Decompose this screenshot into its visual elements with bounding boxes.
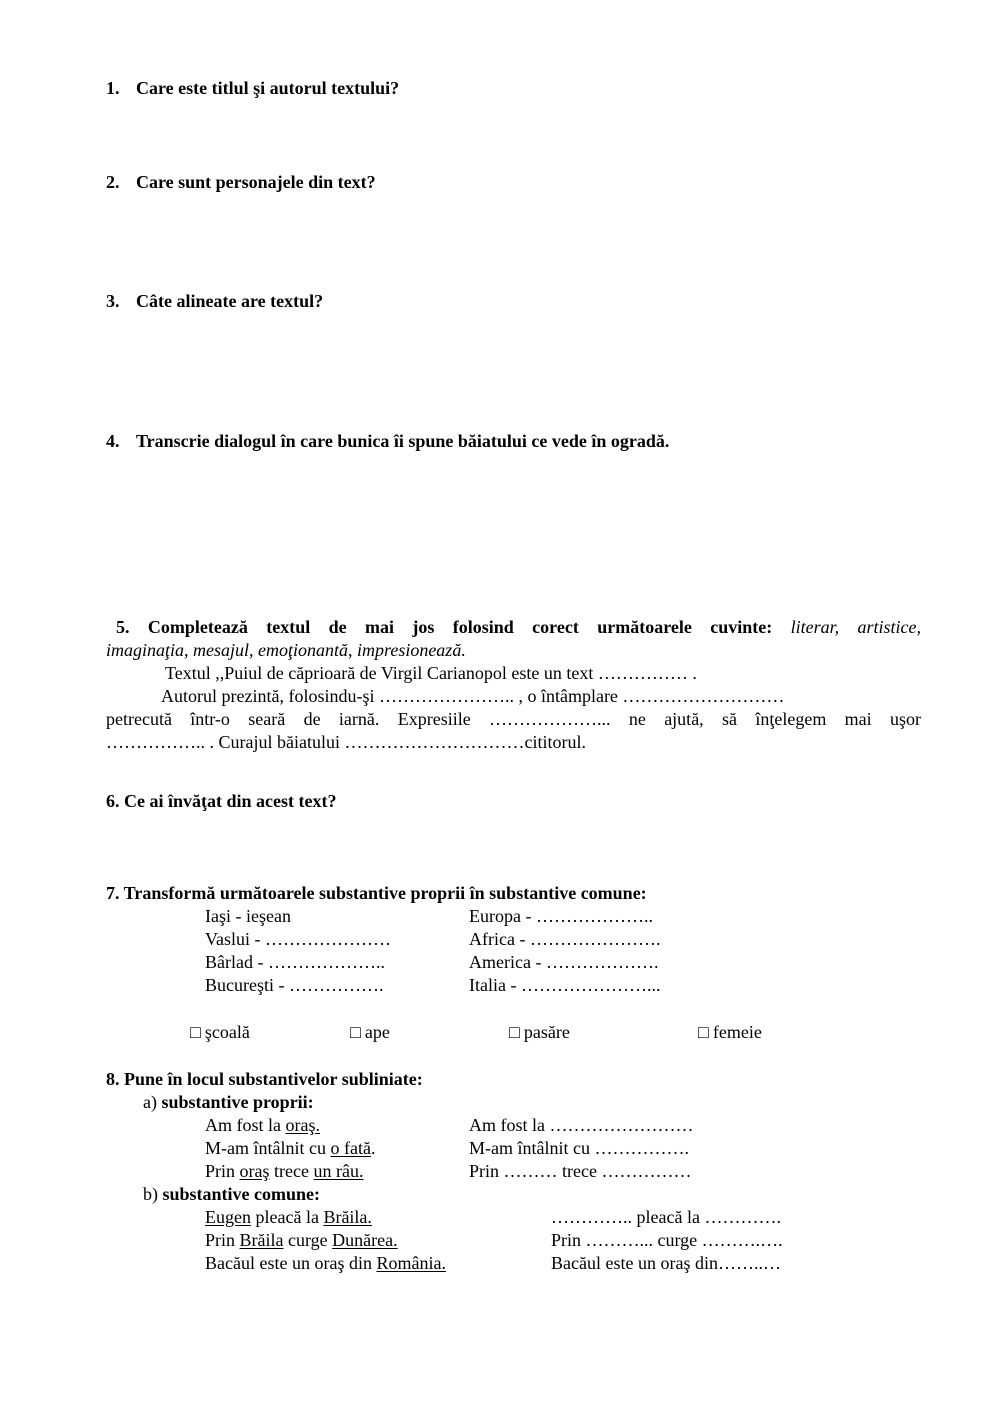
question-2 xyxy=(106,171,376,193)
question-7-title: 7. Transformă următoarele substantive proprii în substantive comune: xyxy=(106,883,647,903)
checkbox-option-scoala[interactable] xyxy=(190,1021,250,1043)
right-item: America - ………………. xyxy=(469,952,659,972)
sentence-right: Prin ………... curge ……….…. xyxy=(551,1230,783,1250)
section-b-heading xyxy=(143,1183,320,1205)
checkbox-icon[interactable]: □ xyxy=(509,1022,520,1042)
sentence-left: M-am întâlnit cu o fată. xyxy=(205,1138,376,1158)
question-number: 2. xyxy=(106,172,120,192)
question-number: 1. xyxy=(106,78,120,98)
question-1 xyxy=(106,77,399,99)
sentence-right: ………….. pleacă la …………. xyxy=(551,1207,781,1227)
question-number: 3. xyxy=(106,291,120,311)
left-item: Bârlad - ……………….. xyxy=(205,952,385,972)
checkbox-label: femeie xyxy=(712,1022,762,1042)
question-number: 4. xyxy=(106,431,120,451)
fill-text-line-4: …………….. . Curajul băiatului …………………………cititorul. xyxy=(106,732,586,752)
section-a-heading xyxy=(143,1091,314,1113)
sentence-left: Prin oraş trece un râu. xyxy=(205,1161,364,1181)
question-3 xyxy=(106,290,323,312)
fill-text-line-2: Autorul prezintă, folosindu-şi ………………….. , o întâmplare ……………………… xyxy=(161,686,785,706)
section-marker: b) xyxy=(143,1184,158,1204)
word-list-part1: literar, artistice, xyxy=(790,617,921,637)
checkbox-option-ape[interactable] xyxy=(350,1021,390,1043)
checkbox-icon[interactable]: □ xyxy=(698,1022,709,1042)
checkbox-option-pasare[interactable] xyxy=(509,1021,570,1043)
left-item: Iaşi - ieşean xyxy=(205,906,291,926)
sentence-left: Eugen pleacă la Brăila. xyxy=(205,1207,372,1227)
right-item: Africa - …………………. xyxy=(469,929,661,949)
question-text: Care este titlul şi autorul textului? xyxy=(136,78,400,98)
sentence-right: Am fost la …………………… xyxy=(469,1115,694,1135)
checkbox-option-femeie[interactable] xyxy=(698,1021,762,1043)
fill-text-line-1: Textul ,,Puiul de căprioară de Virgil Carianopol este un text …………… . xyxy=(165,663,697,683)
question-text: Care sunt personajele din text? xyxy=(136,172,376,192)
section-title: substantive comune: xyxy=(162,1184,321,1204)
checkbox-label: şcoală xyxy=(204,1022,250,1042)
question-5-title: 5. Completează textul de mai jos folosind corect următoarele cuvinte: literar, artistice, xyxy=(116,617,921,637)
fill-text-line-3: petrecută într-o seară de iarnă. Expresiile ………………... ne ajută, să înţelegem mai uşor xyxy=(106,709,921,729)
right-item: Italia - …………………... xyxy=(469,975,661,995)
sentence-right: Bacăul este un oraş din……..… xyxy=(551,1253,781,1273)
word-list-part2: imaginaţia, mesajul, emoţionantă, impresionează. xyxy=(106,640,466,660)
question-8-title: 8. Pune în locul substantivelor subliniate: xyxy=(106,1069,423,1089)
section-marker: a) xyxy=(143,1092,157,1112)
question-text: Câte alineate are textul? xyxy=(136,291,324,311)
checkbox-icon[interactable]: □ xyxy=(190,1022,201,1042)
checkbox-label: ape xyxy=(364,1022,390,1042)
right-item: Europa - ……………….. xyxy=(469,906,653,926)
question-4 xyxy=(106,430,669,452)
left-item: Bucureşti - ……………. xyxy=(205,975,384,995)
left-item: Vaslui - ………………… xyxy=(205,929,391,949)
sentence-right: Prin ……… trece …………… xyxy=(469,1161,692,1181)
sentence-left: Am fost la oraş. xyxy=(205,1115,320,1135)
question-text: Transcrie dialogul în care bunica îi spune băiatului ce vede în ogradă. xyxy=(136,431,670,451)
checkbox-icon[interactable]: □ xyxy=(350,1022,361,1042)
sentence-left: Bacăul este un oraş din România. xyxy=(205,1253,446,1273)
checkbox-label: pasăre xyxy=(523,1022,570,1042)
sentence-right: M-am întâlnit cu ……………. xyxy=(469,1138,689,1158)
section-title: substantive proprii: xyxy=(161,1092,314,1112)
question-6: 6. Ce ai învăţat din acest text? xyxy=(106,791,337,811)
sentence-left: Prin Brăila curge Dunărea. xyxy=(205,1230,398,1250)
